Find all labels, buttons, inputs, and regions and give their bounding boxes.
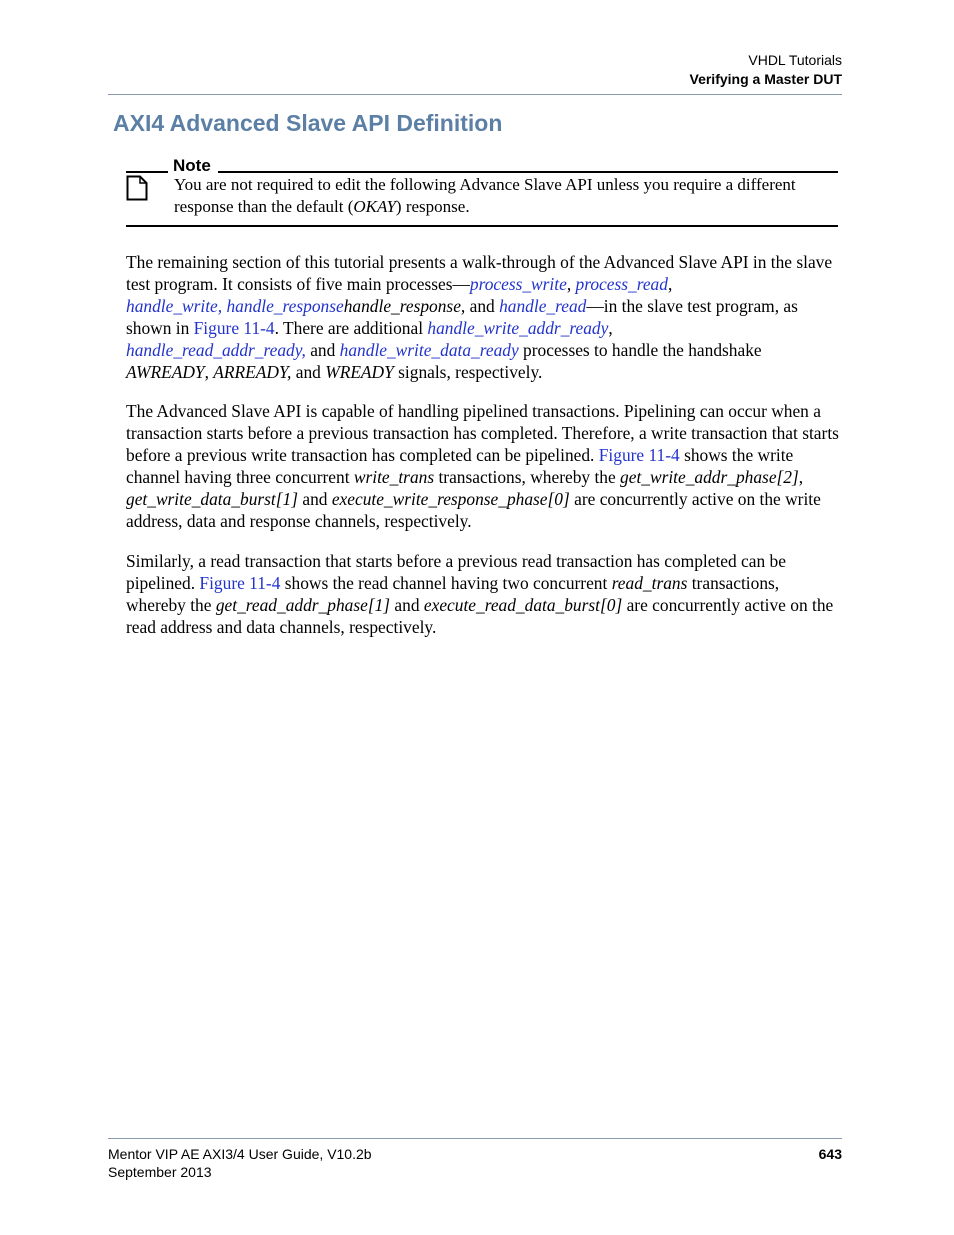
- wready-term: WREADY: [325, 362, 394, 382]
- link-handle-read[interactable]: handle_read: [499, 296, 587, 316]
- link-process-write[interactable]: process_write: [469, 274, 567, 294]
- execute-write-response-phase-term: execute_write_response_phase[0]: [331, 489, 570, 509]
- section-heading: AXI4 Advanced Slave API Definition: [113, 110, 503, 136]
- note-text: You are not required to edit the following Advance Slave API unless you require a different response than the default (OKAY) response.: [174, 175, 796, 216]
- awready-term: AWREADY: [126, 362, 205, 382]
- arready-term: ARREADY,: [213, 362, 292, 382]
- footer-doc-date: September 2013: [108, 1164, 212, 1180]
- link-handle-read-addr-ready[interactable]: handle_read_addr_ready,: [126, 340, 306, 360]
- running-header-title: VHDL Tutorials: [748, 52, 842, 68]
- write-trans-term: write_trans: [353, 467, 435, 487]
- paragraph-read-pipelining: Similarly, a read transaction that starts before a previous read transaction has completed can be pipelined. Figure 11-4 shows the read channel having two concurrent read_trans transactions, whereby the get_read_addr_phase[1] and execute_read_data_burst[0] are concurrently active on the read address and data channels, respectively.: [126, 551, 834, 637]
- note-label: Note: [173, 156, 211, 175]
- note-bottom-rule: [126, 225, 838, 227]
- link-handle-write-data-ready[interactable]: handle_write_data_ready: [339, 340, 519, 360]
- footer-divider: [108, 1138, 842, 1139]
- link-process-read[interactable]: process_read: [575, 274, 668, 294]
- get-write-addr-phase-term: get_write_addr_phase[2]: [620, 467, 799, 487]
- footer-doc-title: Mentor VIP AE AXI3/4 User Guide, V10.2b: [108, 1146, 372, 1162]
- link-figure-11-4[interactable]: Figure 11-4: [199, 573, 281, 593]
- page-number: 643: [818, 1146, 842, 1162]
- get-read-addr-phase-term: get_read_addr_phase[1]: [215, 595, 391, 615]
- link-handle-response[interactable]: handle_response: [226, 296, 344, 316]
- page-icon: [126, 175, 148, 201]
- link-handle-write[interactable]: handle_write,: [126, 296, 223, 316]
- paragraph-processes: The remaining section of this tutorial presents a walk-through of the Advanced Slave API in the slave test program. It consists of five main processes—process_write, process_read, handle_write, handle_responsehandle_response, and handle_read—in the slave test program, as shown in Figure 11-4. There are additional handle_write_addr_ready, handle_read_addr_ready, and handle_write_data_ready processes to handle the handshake AWREADY, ARREADY, and WREADY signals, respectively.: [126, 252, 833, 382]
- header-divider: [108, 94, 842, 95]
- okay-term: OKAY: [353, 197, 396, 216]
- link-handle-write-addr-ready[interactable]: handle_write_addr_ready: [427, 318, 609, 338]
- execute-read-data-burst-term: execute_read_data_burst[0]: [423, 595, 623, 615]
- footer-doc-info: [108, 1145, 372, 1181]
- handle-response-term: handle_response,: [343, 296, 466, 316]
- read-trans-term: read_trans: [611, 573, 688, 593]
- running-header-subtitle: Verifying a Master DUT: [689, 71, 842, 87]
- note-top-rule-left: [126, 171, 168, 173]
- link-figure-11-4[interactable]: Figure 11-4: [193, 318, 275, 338]
- note-top-rule-right: [218, 171, 838, 173]
- paragraph-write-pipelining: The Advanced Slave API is capable of handling pipelined transactions. Pipelining can occur when a transaction starts before a previous transaction has completed. Therefore, a write transaction that starts before a previous write transaction has completed can be pipelined. Figure 11-4 shows the write channel having three concurrent write_trans transactions, whereby the get_write_addr_phase[2], get_write_data_burst[1] and execute_write_response_phase[0] are concurrently active on the write address, data and response channels, respectively.: [126, 401, 839, 531]
- link-figure-11-4[interactable]: Figure 11-4: [598, 445, 680, 465]
- get-write-data-burst-term: get_write_data_burst[1]: [126, 489, 298, 509]
